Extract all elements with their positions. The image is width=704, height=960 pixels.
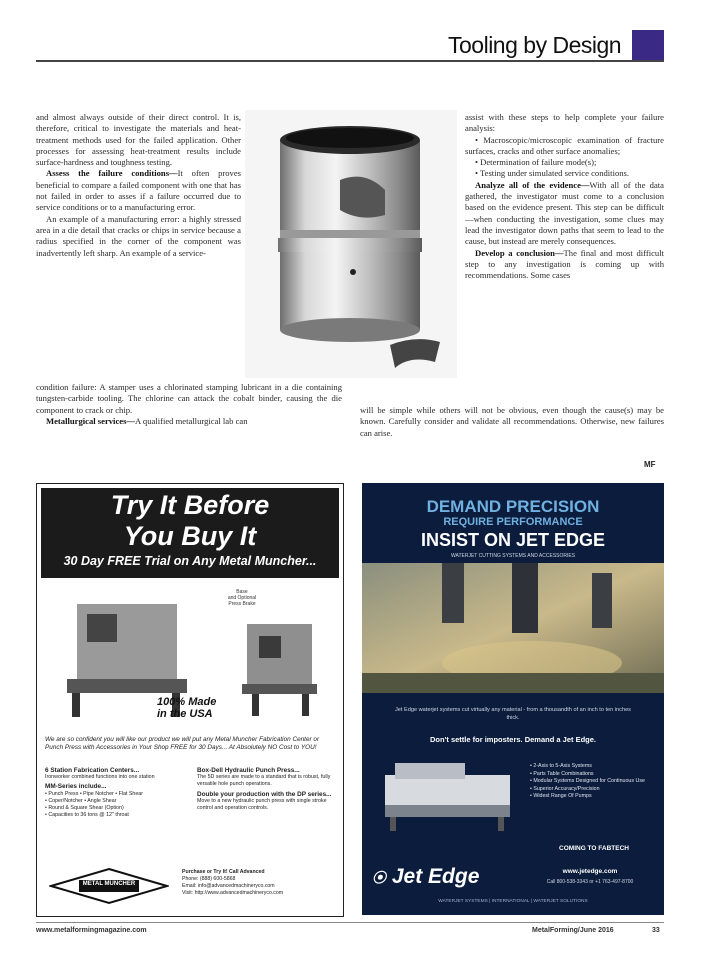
jet-edge-logo xyxy=(372,865,512,889)
article-photo xyxy=(245,110,457,378)
article-paragraph: condition failure: A stamper uses a chlorinated stamping lubricant in a die containing tungsten-carbide tooling. The chlorine can attack the cobalt binder, causing the die component to crack or chip. xyxy=(36,382,342,415)
ad-col2 xyxy=(197,767,335,812)
section-title: Tooling by Design xyxy=(448,32,622,58)
page-number: 33 xyxy=(652,927,660,934)
waterjet-photo xyxy=(362,563,664,693)
list-item: • Coper/Notcher • Angle Shear xyxy=(45,797,117,804)
made-in-usa: 100% Made in the USA xyxy=(157,696,217,720)
logo-text: METAL MUNCHER xyxy=(82,881,136,887)
article-paragraph: assist with these steps to help complete your failure analysis: xyxy=(465,112,664,134)
ad-tagline: Jet Edge waterjet systems cut virtually any material - from a thousandth of an inch to ten inches thick. xyxy=(395,707,631,721)
brand-name: Jet Edge xyxy=(391,865,480,888)
article-paragraph: and almost always outside of their direct control. It is, therefore, critical to investigate the materials and heat-treatment methods used for the failed application. Other processes for assessing heat-treatment results include surface-hardness and toughness testing. xyxy=(36,112,241,168)
col1-sub: Ironworker combined functions into one station xyxy=(45,774,155,781)
list-item: • Round & Square Shear (Option) xyxy=(45,805,124,812)
feature-item: • Parts Table Combinations xyxy=(530,770,594,777)
article-text: With all of the data gathered, the investigator must come to a conclusion based on the evidence present. This step can be difficult—when conducting the investigation, some clues may lead the investigator down paths that seem to lead to the cause, but instead are merely consequences. xyxy=(465,179,664,247)
col2-head: Box-Dell Hydraulic Punch Press... xyxy=(197,767,300,774)
col2-head2: Double your production with the DP series... xyxy=(197,790,332,798)
jet-edge-ad[interactable] xyxy=(362,483,664,915)
contact-url[interactable]: Visit: http://www.advancedmachineryco.com xyxy=(182,890,284,896)
section-color-block xyxy=(632,30,664,60)
footer-rule xyxy=(36,922,664,923)
article-wide-right xyxy=(360,405,664,439)
ad-insist: INSIST ON JET EDGE xyxy=(420,530,606,550)
feature-item: • 2-Axis to 5-Axis Systems xyxy=(530,763,592,769)
features-list xyxy=(530,763,658,801)
contact-phone: Phone: (888) 600-5868 xyxy=(182,876,236,882)
waterjet-machine-image xyxy=(380,755,520,835)
header-rule xyxy=(36,60,664,62)
contact-email[interactable]: Email: info@advancedmachineryco.com xyxy=(182,883,275,889)
ad-contact xyxy=(182,869,337,897)
ad-title: DEMAND PRECISION xyxy=(426,497,600,516)
ad-col1 xyxy=(45,767,185,819)
article-text: It often proves beneficial to compare a failed component with one that has not failed in order to asses if a failure occurred due to service conditions or to a manufacturing error. xyxy=(36,168,241,213)
ad-phone: Call 800-538-3343 or +1 763-497-8700 xyxy=(546,879,634,885)
article-paragraph: will be simple while others will not be obvious, even though the cause(s) may be known. Carefully consider and validate all recommendations. Otherwise, new failures can arise. xyxy=(360,405,664,438)
article-paragraph xyxy=(465,248,664,282)
article-paragraph xyxy=(36,416,342,427)
feature-item: • Superior Accuracy/Precision xyxy=(530,785,600,792)
col2-sub: The 5D series are made to a standard that is robust, fully versatile hole punch operations. xyxy=(197,774,331,788)
ad-url[interactable]: www.jetedge.com xyxy=(562,868,618,875)
article-paragraph xyxy=(36,168,241,213)
machine-label: Base and Optional Press Brake xyxy=(227,589,257,607)
contact-line: Purchase or Try It! Call Advanced xyxy=(182,869,265,875)
footer-issue: MetalForming/June 2016 xyxy=(532,927,614,934)
ad-insist-sub: WATERJET CUTTING SYSTEMS AND ACCESSORIES xyxy=(450,553,576,559)
metal-muncher-ad[interactable] xyxy=(36,483,344,917)
article-text: The final and most difficult step to any investigation is coming up with recommendations. Some cases xyxy=(465,247,664,281)
list-item: • Punch Press • Pipe Notcher • Flat Shear xyxy=(45,790,144,797)
subhead-analysis: Analyze all of the evidence— xyxy=(475,179,590,190)
metal-muncher-logo xyxy=(49,867,169,905)
punch-component-image xyxy=(245,110,457,378)
footer-url[interactable]: www.metalformingmagazine.com xyxy=(36,927,147,934)
feature-item: • Widest Range Of Pumps xyxy=(530,793,592,800)
subhead-metallurgical: Metallurgical services— xyxy=(46,415,136,426)
col2-sub2: Move to a new hydraulic punch press with single stroke control and operation controls. xyxy=(197,797,327,812)
subhead-develop: Develop a conclusion— xyxy=(475,247,564,258)
col1-head2: MM-Series include... xyxy=(45,783,107,791)
article-paragraph: An example of a manufacturing error: a highly stressed area in a die detail that cracks or chips in service because a radius specified in the corner of the component was inadvertently left sharp. An example of a service- xyxy=(36,213,241,258)
jet-edge-mark-icon: ⦿ xyxy=(372,869,386,886)
bullet-item: • Determination of failure mode(s); xyxy=(475,157,597,168)
bullet-item: • Macroscopic/microscopic examination of fracture surfaces, cracks and other surface anomalies; xyxy=(465,134,664,156)
end-mark: MF xyxy=(644,460,656,469)
subhead-assess: Assess the failure conditions— xyxy=(46,168,178,179)
article-paragraph xyxy=(465,180,664,248)
ad-headline-2: You Buy It xyxy=(123,521,257,551)
ad-subtitle: REQUIRE PERFORMANCE xyxy=(443,516,583,528)
ad-demand: Don't settle for imposters. Demand a Jet Edge. xyxy=(430,735,596,744)
list-item: • Capacities to 36 tons @ 12" throat xyxy=(45,812,129,819)
ad-headline-1: Try It Before xyxy=(110,490,270,520)
feature-item: • Modular Systems Designed for Continuous Use xyxy=(530,778,645,785)
article-text: A qualified metallurgical lab can xyxy=(135,415,248,426)
article-wide-left xyxy=(36,382,342,427)
fabtech-label: COMING TO FABTECH xyxy=(559,845,629,852)
ad-subhead: 30 Day FREE Trial on Any Metal Muncher... xyxy=(63,554,317,568)
article-left-column xyxy=(36,112,241,259)
article-right-column xyxy=(465,112,664,281)
ad-bottom-strip: WATERJET SYSTEMS | INTERNATIONAL | WATERJET SOLUTIONS xyxy=(438,899,588,904)
col1-head: 6 Station Fabrication Centers... xyxy=(45,767,140,774)
bullet-item: • Testing under simulated service conditions. xyxy=(475,168,630,179)
ad-intro: We are so confident you will like our product we will put any Metal Muncher Fabrication Center or Punch Press with Accessories in Your Shop FREE for 30 Days... At Absolutely NO Cost to YOU! xyxy=(45,736,320,751)
